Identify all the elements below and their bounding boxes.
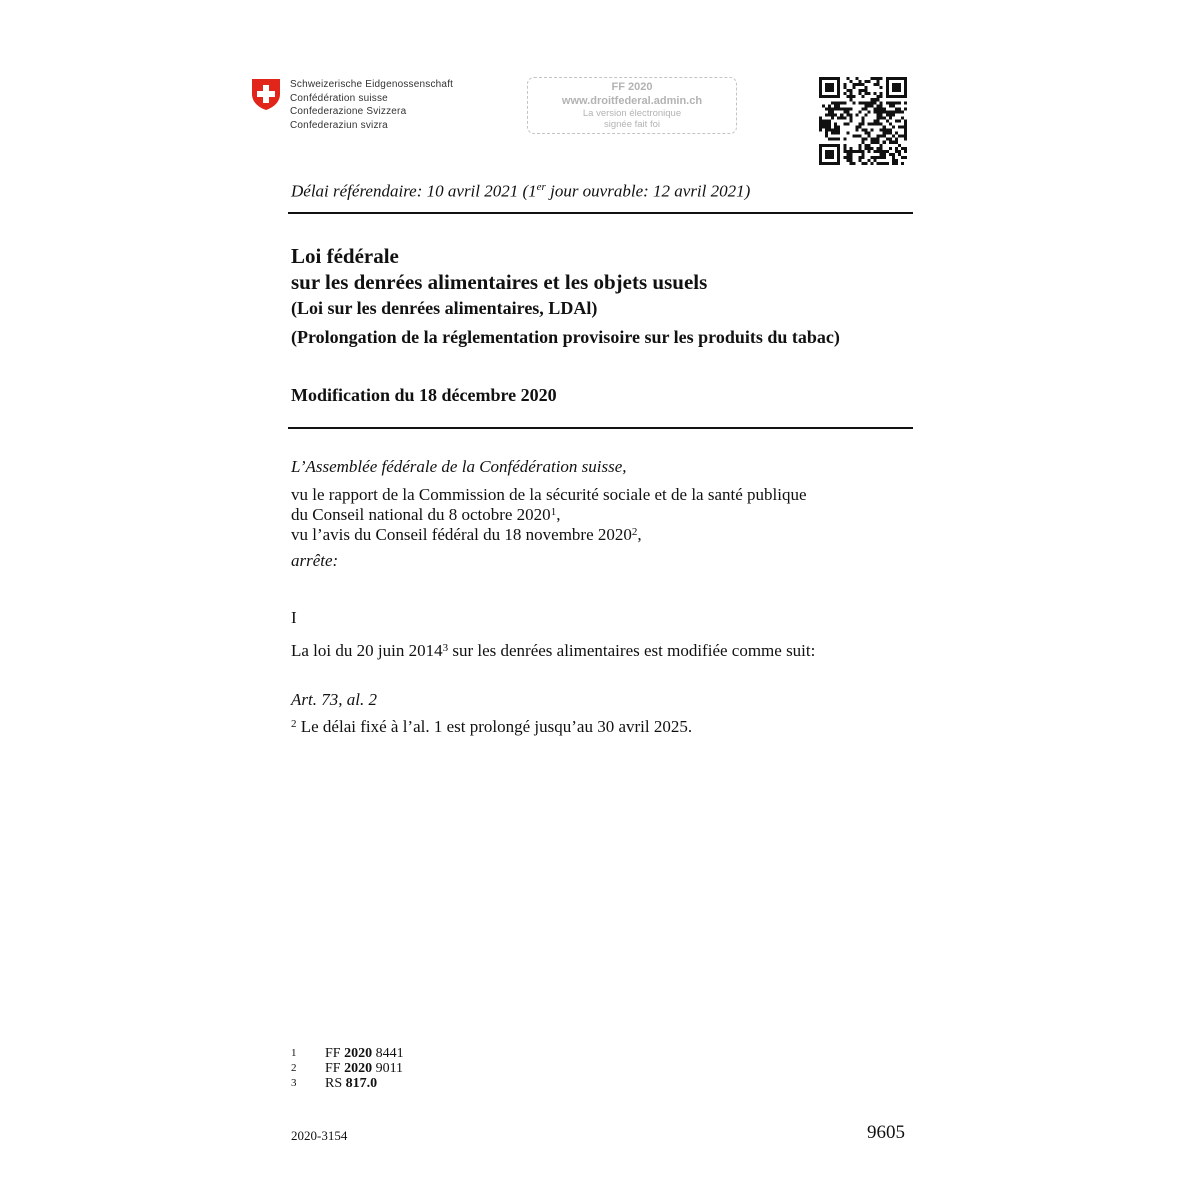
preamble-line-2-text: du Conseil national du 8 octobre 2020	[291, 505, 551, 524]
footnote-page: 9011	[372, 1061, 404, 1076]
referendum-deadline-sup: er	[536, 181, 546, 193]
footnote-ref-3[interactable]: 3	[442, 642, 449, 654]
section-number: I	[291, 608, 297, 627]
footnote-prefix: FF	[325, 1046, 345, 1061]
footnote-page: 8441	[372, 1046, 404, 1061]
qr-code-icon	[819, 77, 907, 165]
footnote-number: 1	[291, 1047, 297, 1059]
law-extension-title: (Prolongation de la réglementation provisoire sur les produits du tabac)	[291, 327, 840, 347]
article-heading: Art. 73, al. 2	[291, 690, 377, 709]
stamp-note-2: signée fait foi	[604, 119, 660, 130]
footnote-prefix: RS	[325, 1076, 346, 1091]
preamble-line-3-text: vu l’avis du Conseil fédéral du 18 novembre 2020	[291, 525, 632, 544]
preamble-line-1: vu le rapport de la Commission de la sécurité sociale et de la santé publique	[291, 485, 807, 504]
footnote-prefix: FF	[325, 1061, 345, 1076]
paragraph-number: 2	[291, 718, 297, 730]
stamp-note-1: La version électronique	[582, 108, 682, 119]
confederation-rm: Confederaziun svizra	[290, 119, 388, 131]
title-rule-divider	[288, 427, 913, 429]
footnote-number: 3	[291, 1077, 297, 1089]
footnote-number: 2	[291, 1062, 297, 1074]
footnotes	[291, 1046, 404, 1091]
modification-date: Modification du 18 décembre 2020	[291, 385, 557, 405]
stamp-site[interactable]: www.droitfederal.admin.ch	[561, 95, 703, 107]
section-intro-text: La loi du 20 juin 2014	[291, 641, 443, 660]
law-title	[291, 243, 707, 295]
document-id: 2020-3154	[291, 1128, 348, 1143]
law-title-line-1: Loi fédérale	[291, 244, 399, 268]
swiss-coat-of-arms-logo	[251, 78, 281, 111]
preamble-line-3-end: ,	[637, 525, 642, 544]
law-short-title: (Loi sur les denrées alimentaires, LDAl)	[291, 298, 598, 318]
footnote-item	[291, 1061, 404, 1076]
confederation-de: Schweizerische Eidgenossenschaft	[290, 79, 454, 90]
page-number: 9605	[867, 1122, 905, 1143]
footnote-text	[325, 1046, 404, 1061]
preamble-line-2	[291, 505, 560, 525]
preamble-line-3	[291, 525, 642, 545]
footnote-year: 2020	[344, 1046, 373, 1061]
section-intro-rest: sur les denrées alimentaires est modifiée comme suit:	[448, 641, 816, 660]
section-intro	[291, 641, 815, 661]
preamble-line-2-end: ,	[556, 505, 561, 524]
referendum-deadline-main: Délai référendaire: 10 avril 2021 (1	[291, 181, 537, 201]
footnote-text	[325, 1076, 377, 1091]
electronic-signature-stamp	[527, 77, 737, 134]
footnote-item	[291, 1076, 404, 1091]
top-rule-divider	[288, 212, 913, 214]
preamble-assembly: L’Assemblée fédérale de la Confédération suisse,	[291, 457, 627, 476]
footnote-item	[291, 1046, 404, 1061]
referendum-deadline	[291, 181, 750, 202]
law-title-line-2: sur les denrées alimentaires et les objets usuels	[291, 270, 708, 294]
confederation-fr: Confédération suisse	[290, 92, 388, 104]
stamp-ref: FF 2020	[611, 81, 653, 93]
footnote-text	[325, 1061, 403, 1076]
footnote-year: 2020	[344, 1061, 373, 1076]
confederation-names	[290, 78, 453, 132]
footnote-ref-2[interactable]: 2	[631, 526, 638, 538]
article-paragraph-text: Le délai fixé à l’al. 1 est prolongé jusqu’au 30 avril 2025.	[296, 717, 693, 736]
confederation-it: Confederazione Svizzera	[290, 106, 407, 117]
referendum-deadline-rest: jour ouvrable: 12 avril 2021)	[545, 181, 751, 201]
footnote-number-ref: 817.0	[345, 1076, 378, 1091]
article-paragraph	[291, 717, 692, 737]
footnote-ref-1[interactable]: 1	[550, 506, 557, 518]
preamble-decrees: arrête:	[291, 551, 339, 570]
